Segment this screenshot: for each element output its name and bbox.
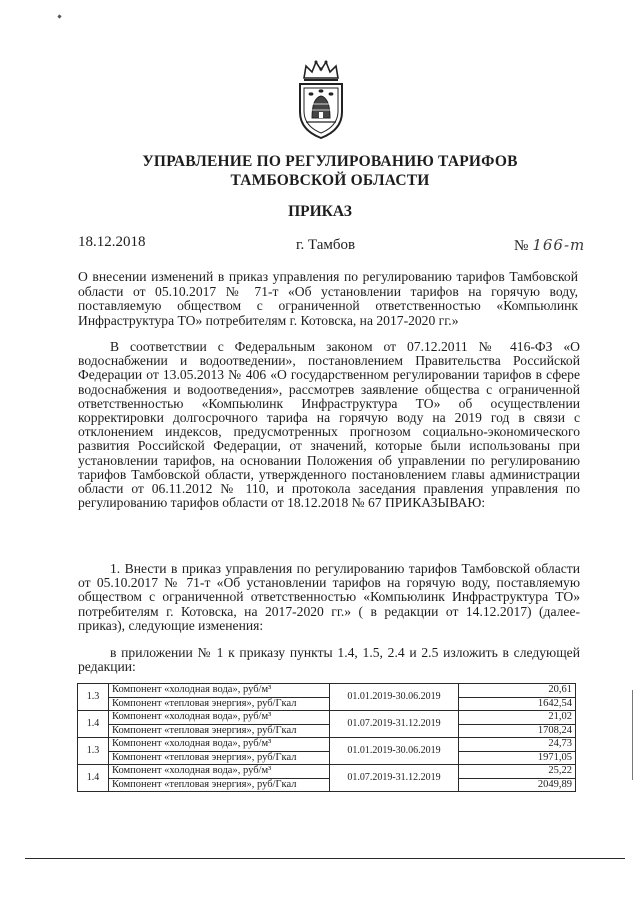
org-line-1: УПРАВЛЕНИЕ ПО РЕГУЛИРОВАНИЮ ТАРИФОВ [142, 153, 518, 170]
preamble-paragraph: В соответствии с Федеральным законом от 07.12.2011 № 416-ФЗ «О водоснабжении и водоотведении», постановлением Правительства Российской Федерации от 13.05.2013 № 406 «О государственном регулировании тарифов в сфере водоснабжения и водоотведения», рассмотрев заявление общества с ограниченной ответственностью «Компьюлинк Инфраструктура ТО» об осуществлении корректировки долгосрочного тарифа на горячую воду на 2019 год в связи с отклонением индексов, предусмотренных прогнозом социально-экономического развития Российской Федерации, от значений, которые были использованы при установлении тарифов, на основании Положения об управлении по регулированию тарифов Тамбовской области, утвержденного постановлением главы администрации области от 06.11.2012 № 110, и протокола заседания правления управления по регулированию тарифов области от 18.12.2018 № 67 ПРИКАЗЫВАЮ: [78, 339, 580, 511]
scan-edge-mark [632, 690, 633, 780]
value-cell: 25,22 [459, 765, 576, 779]
table-row [78, 697, 576, 711]
value-cell: 1971,05 [459, 751, 576, 765]
coat-of-arms-icon [292, 58, 350, 140]
period-cell: 01.01.2019-30.06.2019 [330, 684, 459, 711]
period-cell: 01.07.2019-31.12.2019 [330, 711, 459, 738]
item-number: 1.4 [78, 765, 109, 792]
component-cell: Компонент «тепловая энергия», руб/Гкал [109, 751, 330, 765]
order-subject: О внесении изменений в приказ управления по регулированию тарифов Тамбовской области от 05.10.2017 № 71-т «Об установлении тарифов на горячую воду, поставляемую обществом с ограниченной ответственностью «Компьюлинк Инфраструктура ТО» потребителям г. Котовска, на 2017-2020 гг.» [78, 269, 578, 328]
table-row [78, 778, 576, 792]
table-row [78, 724, 576, 738]
table-row [78, 684, 576, 698]
period-cell: 01.07.2019-31.12.2019 [330, 765, 459, 792]
bottom-divider [25, 858, 625, 859]
component-cell: Компонент «тепловая энергия», руб/Гкал [109, 778, 330, 792]
item-1-paragraph: 1. Внести в приказ управления по регулированию тарифов Тамбовской области от 05.10.2017 № 71-т «Об установлении тарифов на горячую воду, поставляемую обществом с ограниченной ответственностью «Компьюлинк Инфраструктура ТО» потребителям г. Котовска, на 2017-2020 гг.» ( в редакции от 14.12.2017) (далее-приказ), следующие изменения: [78, 561, 580, 633]
number-prefix: № [514, 238, 529, 254]
scan-speck [57, 14, 61, 18]
order-number [514, 236, 585, 255]
table-row [78, 738, 576, 752]
component-cell: Компонент «тепловая энергия», руб/Гкал [109, 724, 330, 738]
table-row [78, 765, 576, 779]
value-cell: 2049,89 [459, 778, 576, 792]
component-cell: Компонент «тепловая энергия», руб/Гкал [109, 697, 330, 711]
value-cell: 20,61 [459, 684, 576, 698]
component-cell: Компонент «холодная вода», руб/м³ [109, 738, 330, 752]
item-number: 1.4 [78, 711, 109, 738]
tariff-table [77, 683, 576, 792]
organization-title [100, 152, 560, 190]
value-cell: 1708,24 [459, 724, 576, 738]
component-cell: Компонент «холодная вода», руб/м³ [109, 765, 330, 779]
value-cell: 21,02 [459, 711, 576, 725]
item-number: 1.3 [78, 684, 109, 711]
org-line-2: ТАМБОВСКОЙ ОБЛАСТИ [230, 172, 430, 189]
period-cell: 01.01.2019-30.06.2019 [330, 738, 459, 765]
order-city: г. Тамбов [296, 237, 356, 253]
order-date: 18.12.2018 [78, 234, 146, 250]
appendix-paragraph: в приложении № 1 к приказу пункты 1.4, 1.5, 2.4 и 2.5 изложить в следующей редакции: [78, 645, 580, 675]
table-row [78, 711, 576, 725]
value-cell: 24,73 [459, 738, 576, 752]
order-title: ПРИКАЗ [288, 203, 352, 220]
component-cell: Компонент «холодная вода», руб/м³ [109, 684, 330, 698]
value-cell: 1642,54 [459, 697, 576, 711]
component-cell: Компонент «холодная вода», руб/м³ [109, 711, 330, 725]
handwritten-number: 166-т [532, 236, 586, 254]
item-number: 1.3 [78, 738, 109, 765]
table-row [78, 751, 576, 765]
